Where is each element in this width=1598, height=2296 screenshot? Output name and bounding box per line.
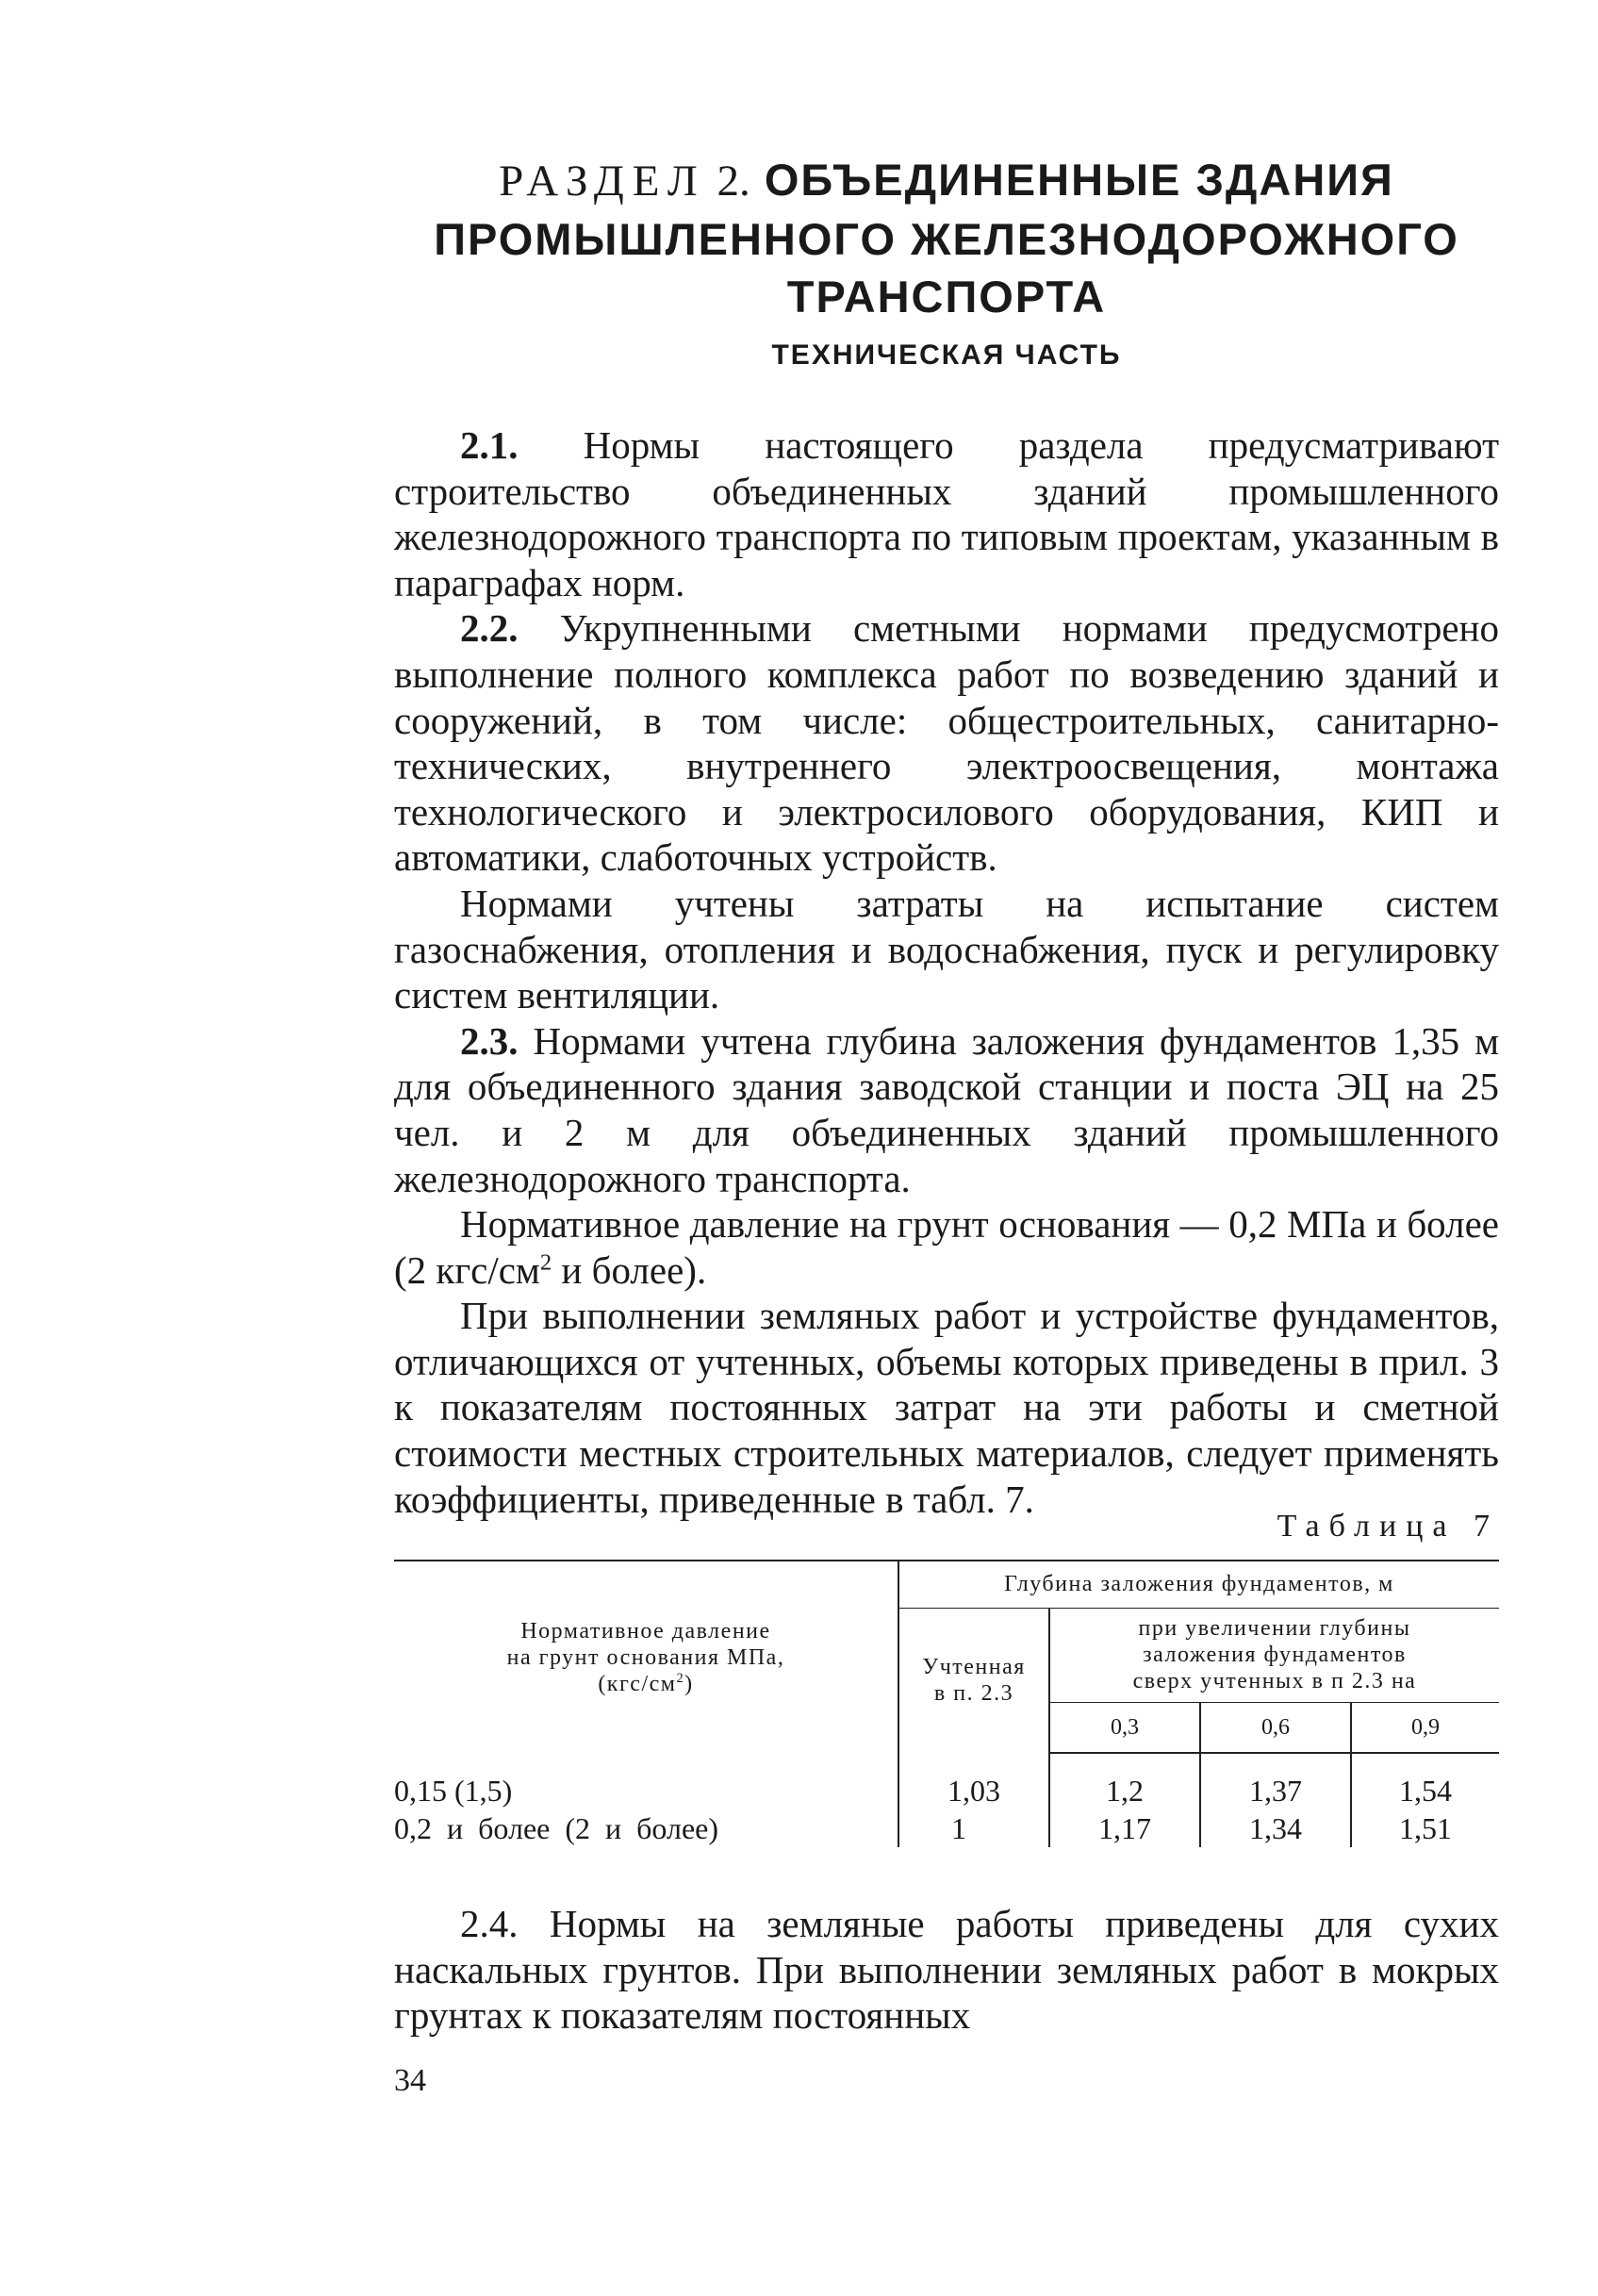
body-text <box>394 422 1499 1522</box>
header-text: в п. 2.3 <box>933 1681 1014 1707</box>
subheading: ТЕХНИЧЕСКАЯ ЧАСТЬ <box>771 339 1122 371</box>
paragraph-2-4 <box>394 1901 1499 2039</box>
header-text: Учтенная <box>922 1655 1026 1680</box>
superscript: 2 <box>676 1670 685 1686</box>
header-increase <box>1049 1608 1499 1702</box>
row-value: 1,2 <box>1049 1772 1200 1809</box>
paragraph-text: Нормами учтена глубина заложения фундаментов 1,35 м для объединенного здания заводской станции и поста ЭЦ на 25 чел. и 2 м для объединенных зданий промышленного железнодорожного транспорта. <box>394 1018 1500 1200</box>
header-pressure <box>394 1561 898 1753</box>
heading-section-word: РАЗДЕЛ <box>499 157 706 206</box>
paragraph-2-3-pressure <box>394 1201 1499 1293</box>
row-value: 1,37 <box>1200 1772 1351 1809</box>
row-value: 1,34 <box>1200 1809 1351 1847</box>
header-inc-0-6: 0,6 <box>1200 1702 1351 1753</box>
paragraph-text: Нормы настоящего раздела предусматривают строительство объединенных зданий промышленного железнодорожного транспорта по типовым проектам, указанным в параграфах норм. <box>394 423 1500 604</box>
page-number: 34 <box>394 2063 426 2098</box>
heading-line-2: ПРОМЫШЛЕННОГО ЖЕЛЕЗНОДОРОЖНОГО <box>434 214 1459 264</box>
header-text: при увеличении глубины <box>1138 1616 1411 1641</box>
paragraph-number: 2.2. <box>460 606 519 651</box>
heading-line-1 <box>394 151 1499 210</box>
paragraph-2-3 <box>394 1018 1499 1201</box>
header-text: Нормативное давление <box>520 1618 771 1644</box>
header-text <box>394 1671 898 1697</box>
header-inc-0-3: 0,3 <box>1049 1702 1200 1753</box>
body-text-continued <box>394 1901 1499 2039</box>
paragraph-2-3-coefficients: При выполнении земляных работ и устройстве фундаментов, отличающихся от учтенных, объемы которых приведены в прил. 3 к показателям постоянных затрат на эти работы и сметной стоимости местных строительных материалов, следует применять коэффициенты, приведенные в табл. 7. <box>394 1294 1499 1521</box>
heading-line-3: ТРАНСПОРТА <box>786 272 1107 322</box>
row-value: 1,17 <box>1049 1809 1200 1847</box>
heading-title-part-1: ОБЪЕДИНЕННЫЕ ЗДАНИЯ <box>750 155 1394 205</box>
row-value: 1,54 <box>1351 1772 1499 1809</box>
header-text: сверх учтенных в п 2.3 на <box>1132 1669 1417 1693</box>
row-value: 1,51 <box>1351 1809 1499 1847</box>
header-group-depth: Глубина заложения фундаментов, м <box>898 1561 1499 1608</box>
pressure-text-start: Нормативное давление на грунт основания — 0,2 МПа и более (2 кгс/см <box>394 1202 1499 1292</box>
row-label: 0,15 (1,5) <box>394 1774 513 1808</box>
paragraph-2-1 <box>394 422 1499 605</box>
table-row <box>394 1772 1499 1809</box>
header-unit-close: ) <box>684 1671 694 1696</box>
paragraph-number: 2.3. <box>460 1018 519 1063</box>
paragraph-2-2 <box>394 605 1499 881</box>
row-base-value: 1,03 <box>898 1772 1049 1809</box>
paragraph-2-2-continued: Нормами учтены затраты на испытание систем газоснабжения, отопления и водоснабжения, пуск и регулировку систем вентиляции. <box>394 881 1499 1017</box>
header-unit: (кгс/см <box>598 1671 677 1696</box>
pressure-text-end: и более). <box>552 1247 707 1292</box>
table-caption: Таблица 7 <box>1277 1509 1499 1544</box>
table-row <box>394 1809 1499 1847</box>
section-heading <box>394 151 1499 325</box>
paragraph-text: Укрупненными сметными нормами предусмотрено выполнение полного комплекса работ по возведению зданий и сооружений, в том числе: общестроительных, санитарно-технических, внутреннего электроосвещения, монтажа технологического и электросилового оборудования, КИП и автоматики, слаботочных устройств. <box>394 606 1499 880</box>
paragraph-text: Нормы на земляные работы приведены для сухих наскальных грунтов. При выполнении земляных работ в мокрых грунтах к показателям постоянных <box>394 1902 1499 2038</box>
superscript: 2 <box>539 1249 552 1276</box>
header-inc-0-9: 0,9 <box>1351 1702 1499 1753</box>
paragraph-number: 2.1. <box>460 423 519 467</box>
paragraph-number: 2.4. <box>460 1902 519 1945</box>
header-text: заложения фундаментов <box>1143 1643 1407 1667</box>
row-label: 0,2 и более (2 и более) <box>394 1811 719 1845</box>
row-base-value: 1 <box>898 1809 1049 1847</box>
heading-section-number: 2. <box>705 157 750 206</box>
coefficient-table <box>394 1560 1499 1847</box>
header-text: на грунт основания МПа, <box>506 1644 785 1670</box>
header-base-depth <box>898 1608 1049 1753</box>
